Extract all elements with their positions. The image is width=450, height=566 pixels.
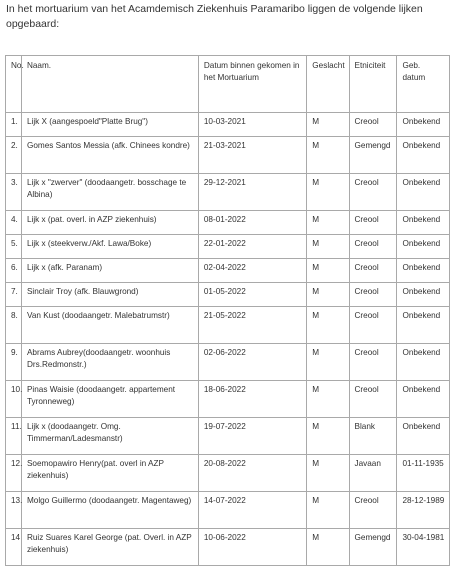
cell-birth-date: Onbekend (397, 211, 450, 235)
cell-birth-date: Onbekend (397, 381, 450, 418)
cell-ethnicity: Creool (349, 259, 397, 283)
cell-date-in: 10-03-2021 (198, 113, 306, 137)
cell-ethnicity: Creool (349, 344, 397, 381)
cell-name: Ruiz Suares Karel George (pat. Overl. in AZP ziekenhuis) (21, 529, 198, 566)
header-no: No. (6, 56, 22, 113)
cell-no: 11. (6, 418, 22, 455)
cell-date-in: 14-07-2022 (198, 492, 306, 529)
cell-date-in: 10-06-2022 (198, 529, 306, 566)
cell-no: 1. (6, 113, 22, 137)
cell-date-in: 21-05-2022 (198, 307, 306, 344)
cell-birth-date: Onbekend (397, 344, 450, 381)
cell-name: Sinclair Troy (afk. Blauwgrond) (21, 283, 198, 307)
cell-birth-date: 28-12-1989 (397, 492, 450, 529)
cell-birth-date: Onbekend (397, 235, 450, 259)
header-birth-date: Geb. datum (397, 56, 450, 113)
cell-ethnicity: Creool (349, 492, 397, 529)
cell-name: Lijk x (afk. Paranam) (21, 259, 198, 283)
cell-birth-date: Onbekend (397, 418, 450, 455)
cell-no: 3. (6, 174, 22, 211)
table-row (6, 344, 450, 381)
cell-no: 2. (6, 137, 22, 174)
table-row (6, 235, 450, 259)
cell-date-in: 21-03-2021 (198, 137, 306, 174)
cell-gender: M (307, 113, 349, 137)
cell-gender: M (307, 259, 349, 283)
header-ethnicity: Etniciteit (349, 56, 397, 113)
cell-no: 14 (6, 529, 22, 566)
cell-name: Abrams Aubrey(doodaangetr. woonhuis Drs.Redmonstr.) (21, 344, 198, 381)
intro-text: In het mortuarium van het Acamdemisch Ziekenhuis Paramaribo liggen de volgende lijken opgebaard: (6, 3, 423, 30)
header-date-in: Datum binnen gekomen in het Mortuarium (198, 56, 306, 113)
cell-name: Pinas Waisie (doodaangetr. appartement Tyronneweg) (21, 381, 198, 418)
cell-birth-date: Onbekend (397, 259, 450, 283)
cell-ethnicity: Creool (349, 211, 397, 235)
cell-name: Soemopawiro Henry(pat. overl in AZP ziekenhuis) (21, 455, 198, 492)
cell-no: 13. (6, 492, 22, 529)
cell-birth-date: Onbekend (397, 307, 450, 344)
cell-ethnicity: Javaan (349, 455, 397, 492)
cell-ethnicity: Creool (349, 235, 397, 259)
cell-gender: M (307, 529, 349, 566)
cell-date-in: 02-04-2022 (198, 259, 306, 283)
cell-gender: M (307, 418, 349, 455)
cell-gender: M (307, 455, 349, 492)
table-row (6, 211, 450, 235)
cell-date-in: 22-01-2022 (198, 235, 306, 259)
table-row (6, 113, 450, 137)
cell-date-in: 19-07-2022 (198, 418, 306, 455)
cell-ethnicity: Gemengd (349, 137, 397, 174)
cell-gender: M (307, 235, 349, 259)
cell-ethnicity: Creool (349, 283, 397, 307)
table-row (6, 529, 450, 566)
cell-gender: M (307, 307, 349, 344)
table-row (6, 455, 450, 492)
table-row (6, 283, 450, 307)
cell-date-in: 01-05-2022 (198, 283, 306, 307)
cell-ethnicity: Blank (349, 418, 397, 455)
cell-name: Van Kust (doodaangetr. Malebatrumstr) (21, 307, 198, 344)
cell-no: 8. (6, 307, 22, 344)
cell-birth-date: Onbekend (397, 113, 450, 137)
cell-ethnicity: Creool (349, 113, 397, 137)
cell-birth-date: Onbekend (397, 137, 450, 174)
table-row (6, 381, 450, 418)
cell-birth-date: 01-11-1935 (397, 455, 450, 492)
cell-name: Lijk x (doodaangetr. Omg. Timmerman/Ladesmanstr) (21, 418, 198, 455)
cell-date-in: 29-12-2021 (198, 174, 306, 211)
cell-name: Lijk X (aangespoeld"Platte Brug") (21, 113, 198, 137)
cell-no: 9. (6, 344, 22, 381)
header-gender: Geslacht (307, 56, 349, 113)
table-row (6, 174, 450, 211)
table-row (6, 492, 450, 529)
cell-no: 12. (6, 455, 22, 492)
cell-ethnicity: Creool (349, 174, 397, 211)
cell-date-in: 08-01-2022 (198, 211, 306, 235)
cell-birth-date: Onbekend (397, 174, 450, 211)
cell-name: Lijk x "zwerver" (doodaangetr. bosschage te Albina) (21, 174, 198, 211)
cell-no: 6. (6, 259, 22, 283)
cell-no: 7. (6, 283, 22, 307)
cell-date-in: 02-06-2022 (198, 344, 306, 381)
cell-gender: M (307, 381, 349, 418)
cell-ethnicity: Gemengd (349, 529, 397, 566)
table-row (6, 418, 450, 455)
cell-name: Lijk x (pat. overl. in AZP ziekenhuis) (21, 211, 198, 235)
cell-date-in: 20-08-2022 (198, 455, 306, 492)
cell-name: Lijk x (steekverw./Akf. Lawa/Boke) (21, 235, 198, 259)
cell-no: 4. (6, 211, 22, 235)
cell-gender: M (307, 492, 349, 529)
table-row (6, 259, 450, 283)
cell-gender: M (307, 344, 349, 381)
cell-birth-date: 30-04-1981 (397, 529, 450, 566)
cell-gender: M (307, 211, 349, 235)
cell-gender: M (307, 174, 349, 211)
cell-gender: M (307, 137, 349, 174)
cell-no: 5. (6, 235, 22, 259)
cell-date-in: 18-06-2022 (198, 381, 306, 418)
table-header-row (6, 56, 450, 113)
table-row (6, 307, 450, 344)
table-row (6, 137, 450, 174)
cell-name: Molgo Guillermo (doodaangetr. Magentaweg) (21, 492, 198, 529)
cell-gender: M (307, 283, 349, 307)
mortuary-table (5, 55, 450, 566)
header-name: Naam. (21, 56, 198, 113)
cell-ethnicity: Creool (349, 381, 397, 418)
cell-name: Gomes Santos Messia (afk. Chinees kondre) (21, 137, 198, 174)
cell-no: 10. (6, 381, 22, 418)
cell-birth-date: Onbekend (397, 283, 450, 307)
cell-ethnicity: Creool (349, 307, 397, 344)
